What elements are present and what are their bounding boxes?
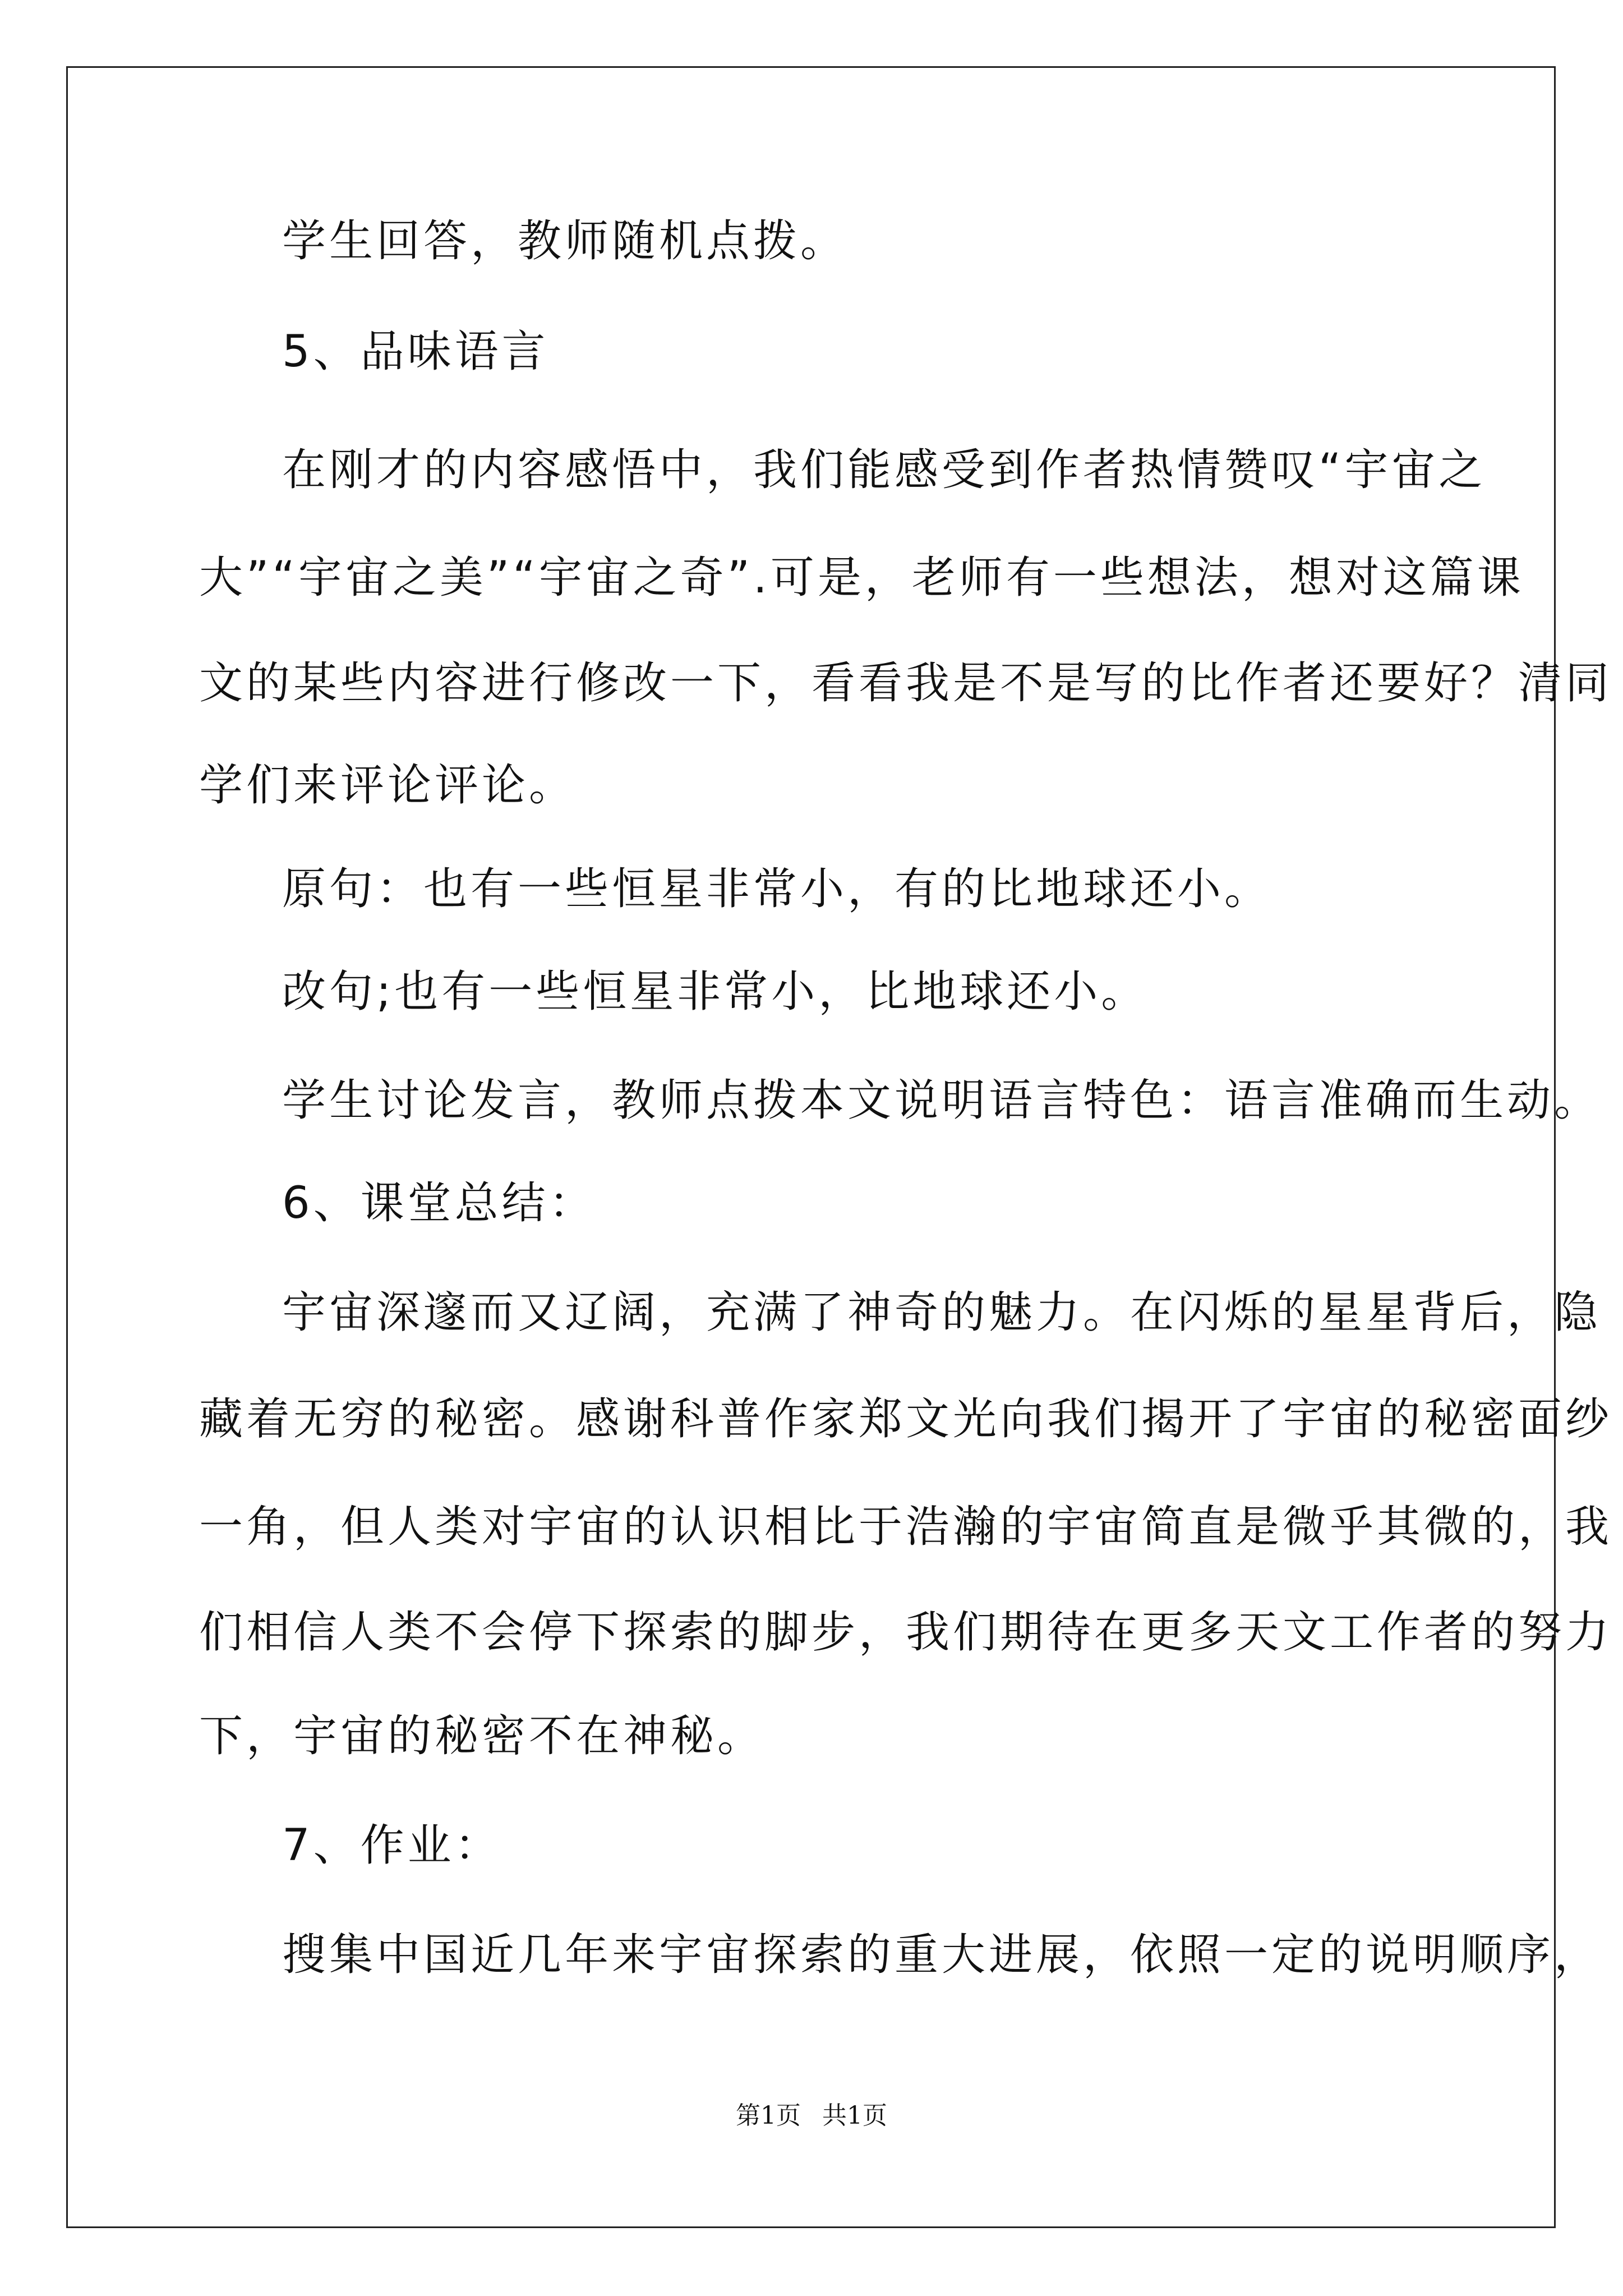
paragraph-line: 学们来评论评论。: [199, 760, 577, 811]
paragraph-line: 学生回答，教师随机点拨。: [282, 216, 848, 266]
paragraph-line: 大”“宇宙之美”“宇宙之奇”.可是，老师有一些想法，想对这篇课: [199, 553, 1524, 603]
paragraph-line: 下，宇宙的秘密不在神秘。: [199, 1711, 765, 1761]
paragraph-line: 搜集中国近几年来宇宙探索的重大进展，依照一定的说明顺序，: [282, 1930, 1602, 1980]
paragraph-line: 文的某些内容进行修改一下，看看我是不是写的比作者还要好？清同: [199, 658, 1613, 708]
paragraph-line: 们相信人类不会停下探索的脚步，我们期待在更多天文工作者的努力: [199, 1607, 1613, 1658]
paragraph-line: 改句;也有一些恒星非常小，比地球还小。: [282, 967, 1149, 1017]
paragraph-line: 学生讨论发言，教师点拨本文说明语言特色：语言准确而生动。: [282, 1075, 1602, 1126]
paragraph-line: 在刚才的内容感悟中，我们能感受到作者热情赞叹“宇宙之: [282, 445, 1486, 495]
paragraph-line: 宇宙深邃而又辽阔，充满了神奇的魅力。在闪烁的星星背后，隐: [282, 1287, 1602, 1338]
section-heading: 5、品味语言: [282, 326, 549, 377]
paragraph-line: 原句：也有一些恒星非常小，有的比地球还小。: [282, 864, 1272, 914]
section-heading: 6、课堂总结：: [282, 1178, 596, 1228]
paragraph-line: 一角，但人类对宇宙的认识相比于浩瀚的宇宙简直是微乎其微的，我: [199, 1502, 1613, 1552]
page-number: 第1页: [736, 2101, 801, 2130]
section-heading: 7、作业：: [282, 1820, 502, 1871]
page-footer: [0, 2099, 1623, 2133]
page-total: 共1页: [822, 2101, 887, 2130]
paragraph-line: 藏着无穷的秘密。感谢科普作家郑文光向我们揭开了宇宙的秘密面纱: [199, 1394, 1613, 1444]
page-border: [66, 66, 1556, 2228]
